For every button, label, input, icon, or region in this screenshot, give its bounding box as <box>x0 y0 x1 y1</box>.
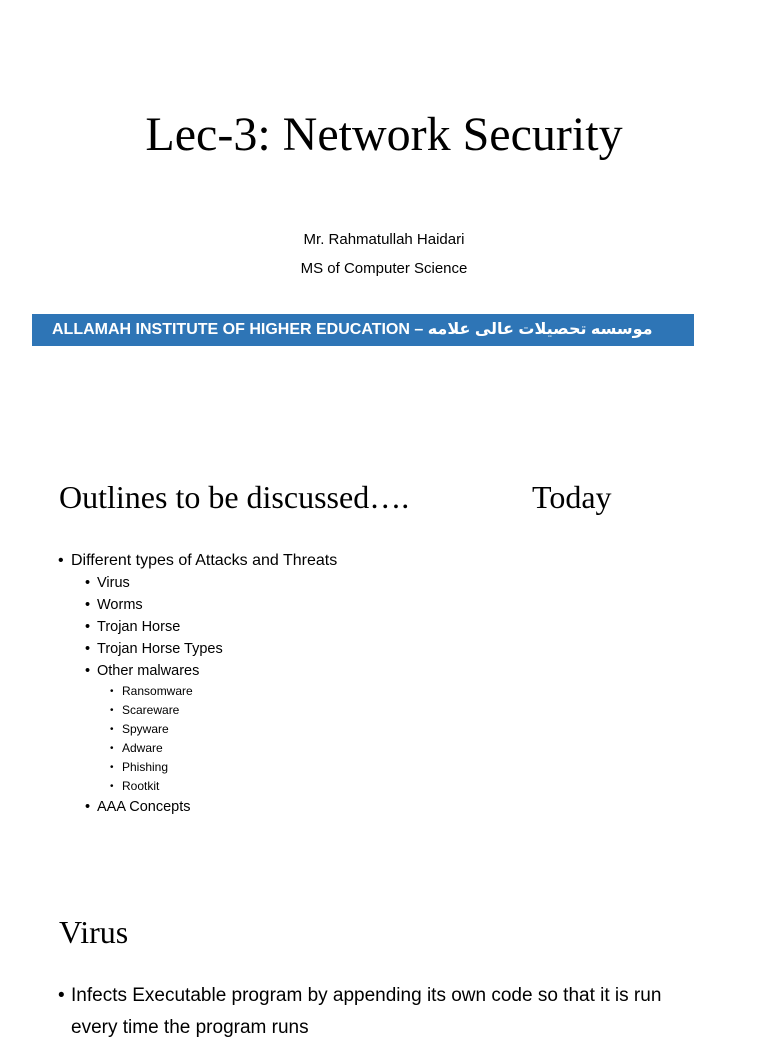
list-item <box>58 777 738 796</box>
list-item <box>58 682 738 701</box>
list-item-label: Spyware <box>122 722 169 736</box>
list-item-label: Adware <box>122 741 163 755</box>
virus-bullet-text: Infects Executable program by appending its own code so that it is run <box>71 985 662 1006</box>
bullet-icon: • <box>58 985 65 1006</box>
bullet-icon: • <box>85 597 91 613</box>
bullet-icon: • <box>85 641 91 657</box>
bullet-icon: • <box>85 619 91 635</box>
list-item <box>58 638 738 660</box>
bullet-icon: • <box>85 575 91 591</box>
outline-heading-today: Today <box>532 479 612 515</box>
list-item <box>58 660 738 682</box>
outline-slide <box>0 440 768 880</box>
bullet-icon: • <box>110 724 114 735</box>
list-item <box>58 701 738 720</box>
list-item-label: AAA Concepts <box>97 799 191 815</box>
list-item <box>58 616 738 638</box>
virus-slide <box>0 880 768 1038</box>
list-item-label: Rootkit <box>122 779 160 793</box>
outline-list <box>58 549 738 818</box>
bullet-icon: • <box>110 705 114 716</box>
list-item-label: Trojan Horse Types <box>97 641 223 657</box>
institute-banner: ALLAMAH INSTITUTE OF HIGHER EDUCATION – موسسه تحصیلات عالی علامه <box>32 314 694 346</box>
list-item-label: Scareware <box>122 703 180 717</box>
bullet-icon: • <box>85 799 91 815</box>
list-item-label: Ransomware <box>122 684 193 698</box>
list-item <box>58 594 738 616</box>
bullet-icon: • <box>110 743 114 754</box>
list-item <box>58 549 738 572</box>
virus-bullet <box>58 984 758 1008</box>
list-item-label: Phishing <box>122 760 169 774</box>
list-item-label: Virus <box>97 575 130 591</box>
list-item <box>58 572 738 594</box>
bullet-icon: • <box>110 781 114 792</box>
virus-bullet-continuation: every time the program runs <box>71 1017 309 1038</box>
bullet-icon: • <box>110 762 114 773</box>
bullet-icon: • <box>58 552 64 569</box>
author-name: Mr. Rahmatullah Haidari <box>303 231 465 248</box>
list-item <box>58 739 738 758</box>
virus-heading: Virus <box>59 914 129 950</box>
bullet-icon: • <box>85 663 91 679</box>
list-item <box>58 758 738 777</box>
outline-heading: Outlines to be discussed…. <box>59 479 410 515</box>
list-item-label: Worms <box>97 597 143 613</box>
list-item <box>58 796 738 818</box>
list-item <box>58 720 738 739</box>
title-slide <box>0 0 768 440</box>
author-degree: MS of Computer Science <box>300 260 468 277</box>
slide-title: Lec-3: Network Security <box>145 108 623 161</box>
bullet-icon: • <box>110 686 114 697</box>
list-item-label: Trojan Horse <box>97 619 181 635</box>
list-item-label: Different types of Attacks and Threats <box>71 552 338 569</box>
list-item-label: Other malwares <box>97 663 200 679</box>
